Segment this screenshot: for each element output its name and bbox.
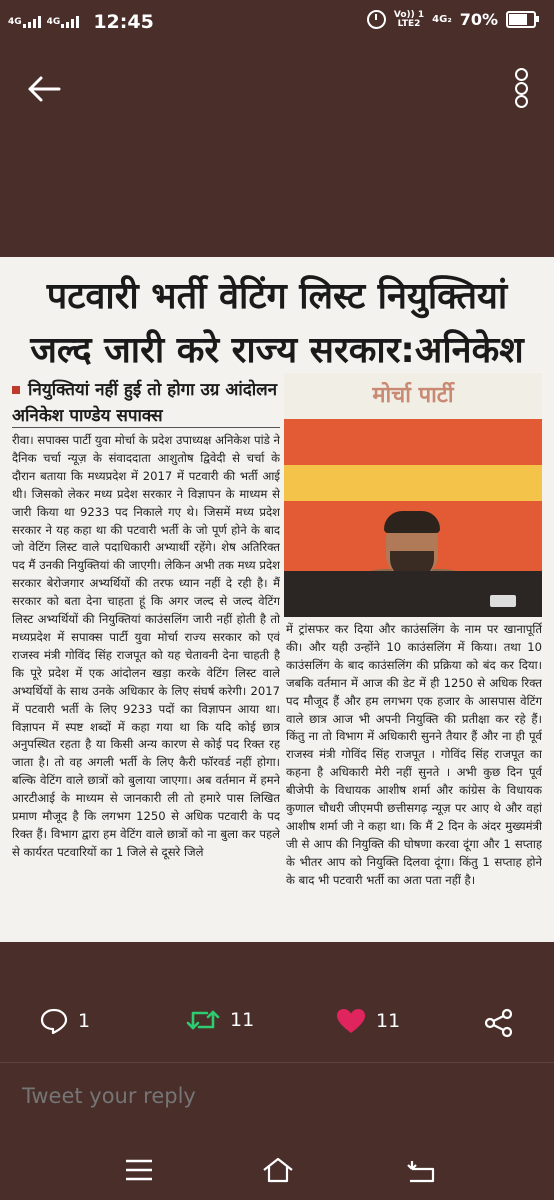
- headline-line2: जल्द जारी करे राज्य सरकार:अनिकेश: [30, 330, 524, 371]
- headline-line1: पटवारी भर्ती वेटिंग लिस्ट नियुक्तियां: [46, 276, 508, 317]
- retweet-count: 11: [230, 1009, 255, 1031]
- volte-label: Vo)) 1: [393, 9, 425, 20]
- status-bar: [0, 0, 554, 44]
- subheadline-text: नियुक्तियां नहीं हुई तो होगा उग्र आंदोलन अनिकेश पाण्डेय सपाक्स: [12, 380, 278, 426]
- top-app-bar: [0, 44, 554, 134]
- network-type: 4G₂: [432, 14, 452, 25]
- alarm-icon: [367, 10, 386, 29]
- heart-icon: [336, 1008, 366, 1034]
- tweet-actions: [0, 1000, 554, 1050]
- battery-percent: 70%: [459, 10, 498, 29]
- reply-input[interactable]: [20, 1083, 424, 1109]
- system-nav-bar: [0, 1140, 554, 1200]
- sim2-network: 4G: [46, 17, 61, 27]
- share-icon: [484, 1008, 514, 1038]
- retweet-button[interactable]: [186, 1008, 254, 1032]
- back-arrow-icon[interactable]: [26, 74, 62, 104]
- back-icon[interactable]: [404, 1156, 438, 1184]
- article-column-1: रीवा। सपाक्स पार्टी युवा मोर्चा के प्रदेश उपाध्यक्ष अनिकेश पांडे ने दैनिक चर्चा न्यूज़ के संवाददाता आशुतोष द्विवेदी से चर्चा के दौरान बताया कि मध्यप्रदेश में 2017 में पटवारी की भर्ती आई थी। जिसको लेकर मध्य प्रदेश सरकार ने विज्ञापन के माध्यम से जारी किया था 9233 पद निकाले गए थे। जिसमें मध्य प्रदेश सरकार ने यह कहा था की पटवारी भर्ती के जो पूर्ण होने के बाद जो वेटिंग लिस्ट वाले पदाधिकारी अभ्यार्थी रहेंगे। शेष अतिरिक्त पद मैं उनकी नियुक्तियां की जाएगी। लेकिन अभी तक मध्य प्रदेश सरकार बेरोजगार अभ्यर्थियों की तरफ ध्यान नहीं दे रही है। मैं सरकार को बता देना चाहता हूं कि अगर जल्द से जल्द वेटिंग लिस्ट अभ्यर्थियों की नियुक्तियां काउंसलिंग जारी नहीं होती है तो मध्यप्रदेश में सपाक्स पार्टी युवा मोर्चा राज्य सरकार को एवं राजस्व मंत्री गोविंद सिंह राजपूत को यह चेतावनी देना चाहती है कि पूरे प्रदेश में एक आंदोलन खड़ा करके वेटिंग लिस्ट वाले अभ्यर्थियों के साथ उनके अधिकार के लिए संघर्ष करेगी। 2017 में पटवारी भर्ती के लिए 9233 पदों का विज्ञापन आया था। विज्ञापन में स्पष्ट शब्दों में कहा गया था कि यदि कोई छात्र अनुपस्थित रहता है या किसी अन्य कारण से कोई पद रिक्त रह जाता है। तो वह अगली भर्ती के लिए कैरी फॉरवर्ड नहीं होगा। बल्कि वेटिंग वाले छात्रों को बुलाया जाएगा। अब वर्तमान में हमने आरटीआई के माध्यम से जानकारी ली तो हमारे पास लिखित प्रमाण मौजूद है कि लगभग 1250 से अधिक पटवारी के पद रिक्त हैं। विभाग द्वारा हम वेटिंग वाले छात्रों को ना बुला कर पहले से कार्यरत पटवारियों का 1 जिले से दूसरे जिले: [12, 433, 280, 859]
- photo-banner-text: मोर्चा पार्टी: [284, 373, 542, 419]
- home-icon[interactable]: [260, 1156, 294, 1184]
- reply-count: 1: [78, 1010, 91, 1032]
- volte-indicator: [394, 11, 424, 29]
- share-button[interactable]: [484, 1008, 514, 1038]
- divider: [12, 427, 280, 428]
- article-column-2: में ट्रांसफर कर दिया और काउंसलिंग के नाम पर खानापूर्ति की। और यही उन्होंने 10 काउंसलिंग में किया। तथा 10 काउंसलिंग के बाद काउंसलिंग की प्रक्रिया को बंद कर दिया। जबकि वर्तमान में आज की डेट में ही 1250 से अधिक रिक्त पद मौजूद हैं और हम लगभग एक हजार के आसपास वेटिंग वाले छात्र आज भी अपनी नियुक्ति की प्रतीक्षा कर रहे हैं। किंतु ना तो विभाग में अधिकारी सुनने तैयार हैं और ना ही पूर्व राजस्व मंत्री गोविंद सिंह राजपूत । गोविंद सिंह राजपूत का कहना है अधिकारी मेरी नहीं सुनते । अभी कुछ दिन पूर्व बीजेपी के विधायक आशीष शर्मा और कांग्रेस के विधायक कुणाल चौधरी जीएमपी छत्तीसगढ़ न्यूज़ पर आए थे और वहां आशीष शर्मा जी ने कहा था। कि मैं 2 दिन के अंदर मुख्यमंत्री जी से आप की नियुक्ति की घोषणा करवा दूंगा और 1 सप्ताह के भीतर आप को नियुक्ति दिलवा दूंगा। किंतु 1 सप्ताह होने के बाद भी पटवारी भर्ती का अता पता नहीं है।: [286, 622, 542, 887]
- like-button[interactable]: [336, 1008, 400, 1034]
- reply-button[interactable]: [40, 1008, 90, 1034]
- reply-icon: [40, 1008, 68, 1034]
- signal-icon: [61, 16, 79, 28]
- lte-label: LTE2: [397, 18, 421, 29]
- tweet-image[interactable]: [0, 257, 554, 942]
- more-options-icon[interactable]: [514, 68, 528, 108]
- sim1-network: 4G: [8, 17, 22, 27]
- person-photo: [284, 373, 542, 617]
- sim1-signal: [8, 16, 85, 28]
- bullet-square-icon: [12, 386, 20, 394]
- like-count: 11: [376, 1010, 401, 1032]
- clock: 12:45: [93, 11, 154, 33]
- battery-icon: [506, 11, 536, 28]
- signal-icon: [23, 16, 41, 28]
- recent-apps-icon[interactable]: [122, 1156, 156, 1184]
- reply-composer: [0, 1062, 554, 1133]
- retweet-icon: [186, 1008, 220, 1032]
- subheadline: [12, 377, 280, 429]
